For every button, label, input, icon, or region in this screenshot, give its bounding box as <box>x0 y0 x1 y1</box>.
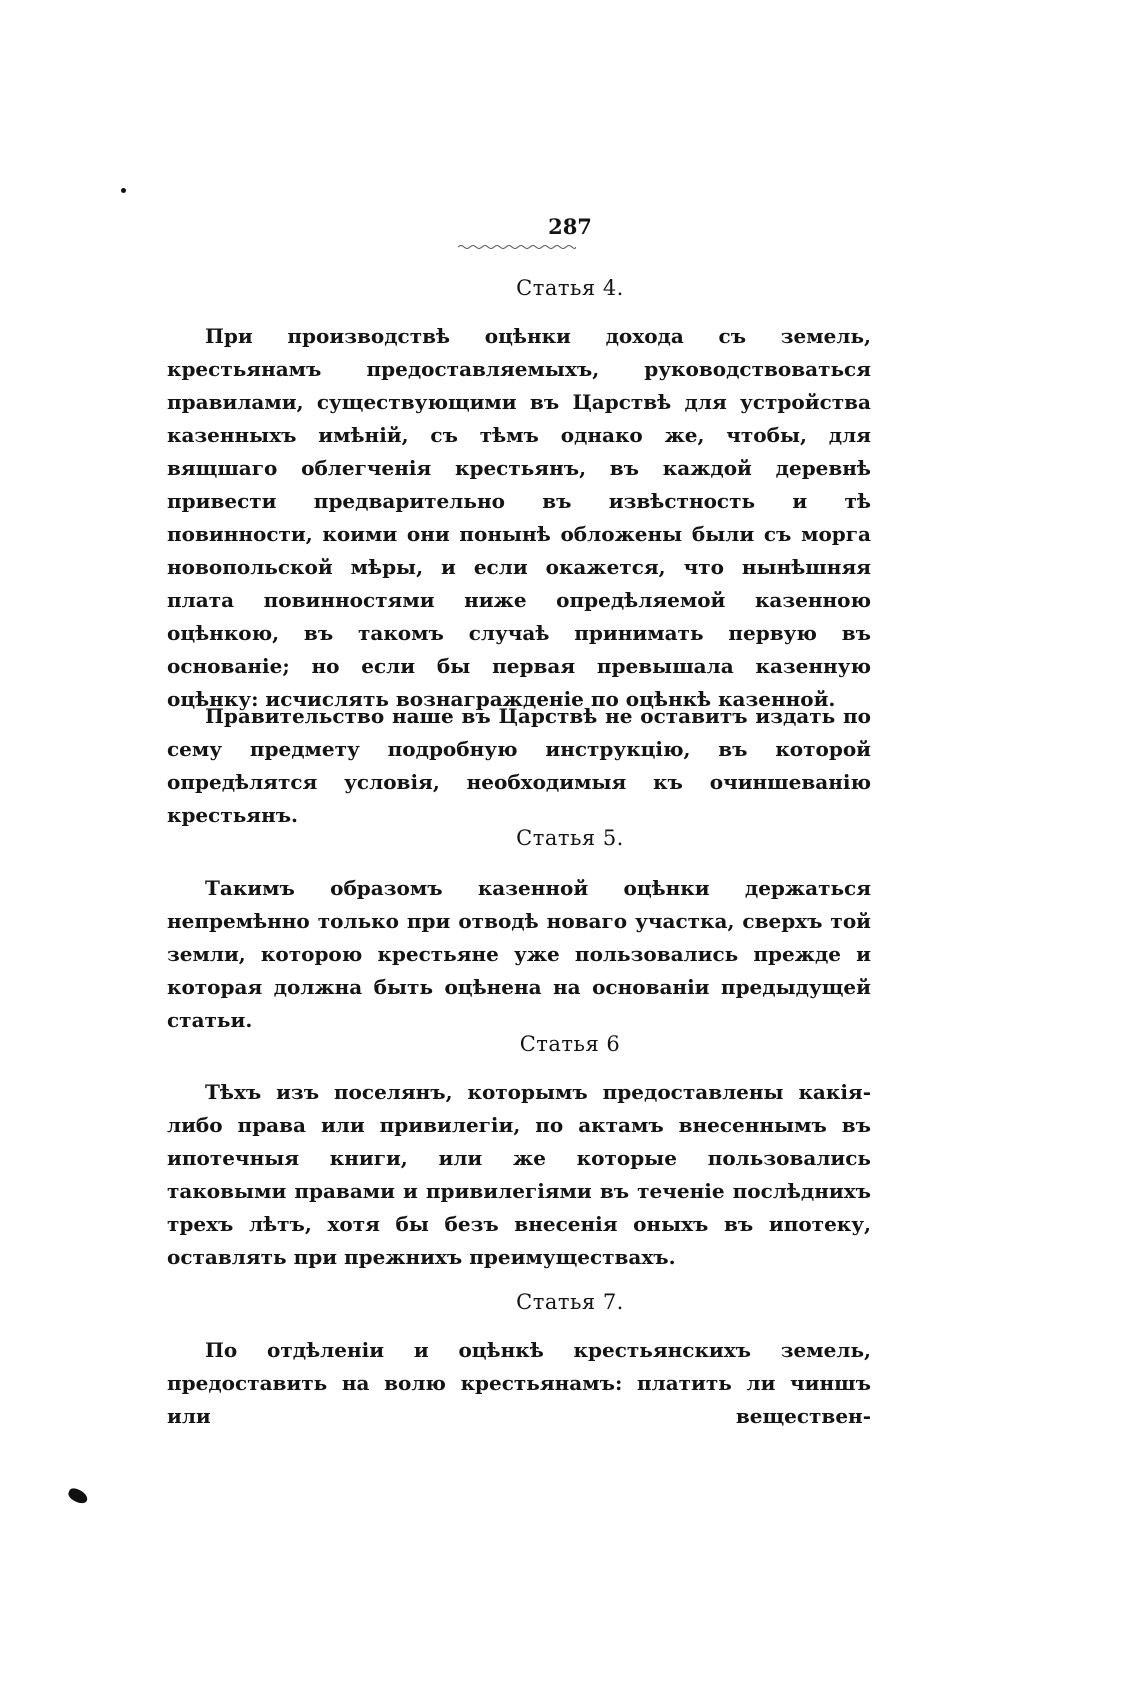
page-number: 287 <box>548 214 592 239</box>
article-6-heading: Статья 6 <box>519 1032 621 1056</box>
article-4-heading: Статья 4. <box>516 276 624 300</box>
article-7-heading: Статья 7. <box>516 1290 624 1314</box>
article-4-paragraph-1: При производствѣ оцѣнки дохода съ земель, крестьянамъ предоставляемыхъ, руководствоваться правилами, существующими въ Царствѣ для устройства казенныхъ имѣній, съ тѣмъ однако же, чтобы, для вящшаго облегченія крестьянъ, въ каждой деревнѣ привести предварительно въ извѣстность и тѣ повинности, коими они понынѣ обложены были съ морга новопольской мѣры, и если окажется, что нынѣшняя плата повинностями ниже опредѣляемой казенною оцѣнкою, въ такомъ случаѣ принимать первую въ основаніе; но если бы первая превышала казенную оцѣнку: исчислять вознагражденіе по оцѣнкѣ казенной. <box>167 324 871 711</box>
article-6-paragraph-1: Тѣхъ изъ поселянъ, которымъ предоставлены какія-либо права или привилегіи, по актамъ внесеннымъ въ ипотечныя книги, или же которые пользовались таковыми правами и привилегіями въ теченіе послѣднихъ трехъ лѣтъ, хотя бы безъ внесенія оныхъ въ ипотеку, оставлять при прежнихъ преимуществахъ. <box>167 1080 871 1269</box>
scan-speck <box>121 188 126 193</box>
article-7-paragraph-1: По отдѣленіи и оцѣнкѣ крестьянскихъ земель, предоставить на волю крестьянамъ: платить ли чиншъ или веществен- <box>167 1338 871 1428</box>
article-5-heading: Статья 5. <box>516 826 624 850</box>
page-number-ornament <box>458 244 576 250</box>
article-5-paragraph-1: Такимъ образомъ казенной оцѣнки держаться непремѣнно только при отводѣ новаго участка, сверхъ той земли, которою крестьяне уже пользовались прежде и которая должна быть оцѣнена на основаніи предыдущей статьи. <box>167 876 871 1032</box>
article-4-paragraph-2: Правительство наше въ Царствѣ не оставитъ издать по сему предмету подробную инструкцію, въ которой опредѣлятся условія, необходимыя къ очиншеванію крестьянъ. <box>167 704 871 827</box>
scan-ink-blot <box>66 1486 89 1505</box>
